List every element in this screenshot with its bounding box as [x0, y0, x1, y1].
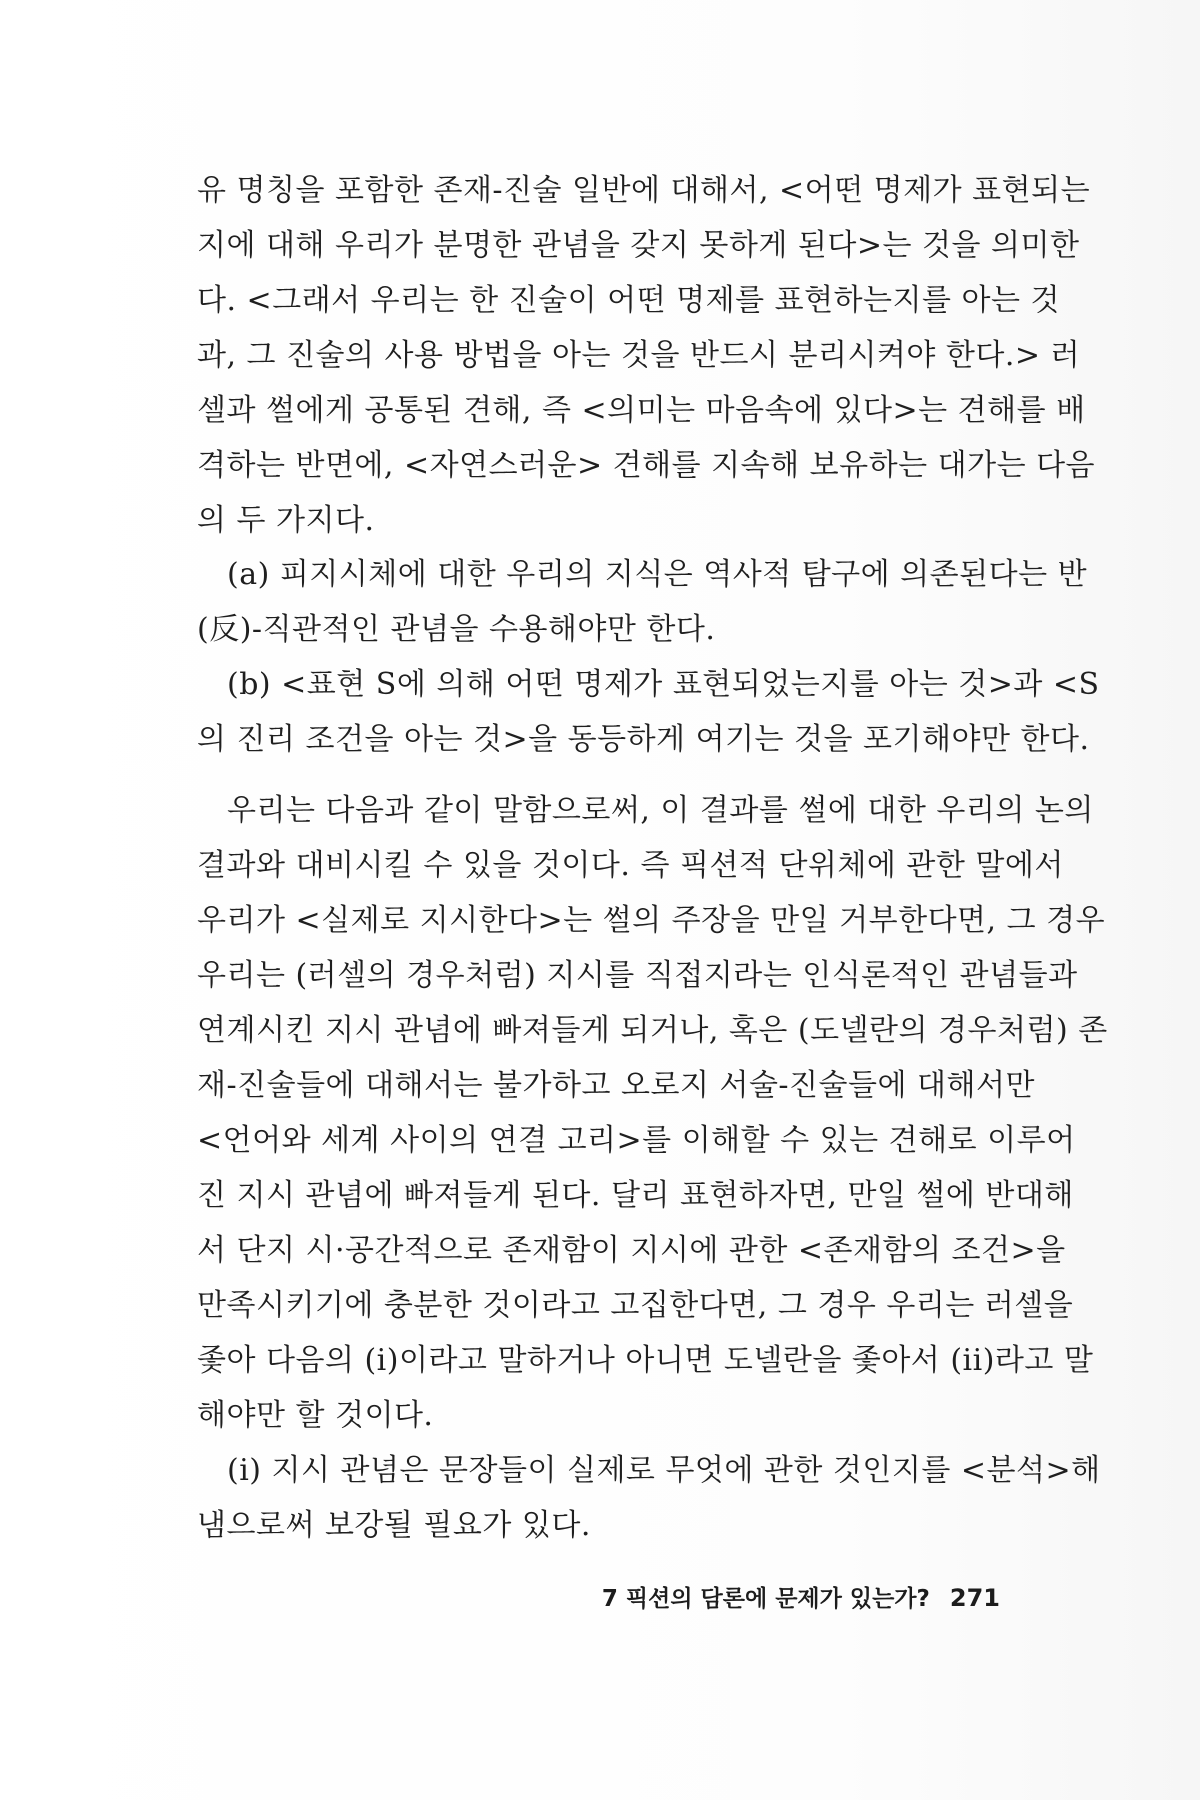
text-line: 연계시킨 지시 관념에 빠져들게 되거나, 혹은 (도넬란의 경우처럼) 존 — [197, 1013, 1108, 1048]
list-item-a: (a) 피지시체에 대한 우리의 지식은 역사적 탐구에 의존된다는 반 — [227, 557, 1088, 592]
paragraph-1 — [197, 163, 1096, 548]
list-ab — [197, 547, 1100, 767]
page-number: 271 — [949, 1584, 1000, 1612]
text-line: 좇아 다음의 (i)이라고 말하거나 아니면 도넬란을 좇아서 (ii)라고 말 — [197, 1343, 1094, 1378]
list-item-a-cont: (反)-직관적인 관념을 수용해야만 한다. — [197, 612, 716, 647]
text-line: 우리는 다음과 같이 말함으로써, 이 결과를 썰에 대한 우리의 논의 — [227, 793, 1094, 828]
text-line: 유 명칭을 포함한 존재-진술 일반에 대해서, <어떤 명제가 표현되는 — [197, 173, 1091, 208]
text-line: 셀과 썰에게 공통된 견해, 즉 <의미는 마음속에 있다>는 견해를 배 — [197, 393, 1086, 428]
text-line: 냄으로써 보강될 필요가 있다. — [197, 1508, 591, 1543]
text-line: 의 두 가지다. — [197, 503, 375, 538]
text-line: 서 단지 시·공간적으로 존재함이 지시에 관한 <존재함의 조건>을 — [197, 1233, 1066, 1268]
text-line: 해야만 할 것이다. — [197, 1398, 434, 1433]
chapter-title: 7 픽션의 담론에 문제가 있는가? — [601, 1586, 930, 1612]
paragraph-2 — [197, 783, 1108, 1443]
text-line: 지에 대해 우리가 분명한 관념을 갖지 못하게 된다>는 것을 의미한 — [197, 228, 1080, 263]
text-line: 우리가 <실제로 지시한다>는 썰의 주장을 만일 거부한다면, 그 경우 — [197, 903, 1106, 938]
list-item-b: (b) <표현 S에 의해 어떤 명제가 표현되었는지를 아는 것>과 <S — [227, 667, 1100, 702]
running-footer — [602, 1580, 1000, 1613]
text-line: 결과와 대비시킬 수 있을 것이다. 즉 픽션적 단위체에 관한 말에서 — [197, 848, 1064, 883]
text-line: 우리는 (러셀의 경우처럼) 지시를 직접지라는 인식론적인 관념들과 — [197, 958, 1078, 993]
text-line: 격하는 반면에, <자연스러운> 견해를 지속해 보유하는 대가는 다음 — [197, 448, 1096, 483]
list-item-i — [197, 1443, 1101, 1553]
text-line: (i) 지시 관념은 문장들이 실제로 무엇에 관한 것인지를 <분석>해 — [227, 1453, 1101, 1488]
text-line: 과, 그 진술의 사용 방법을 아는 것을 반드시 분리시켜야 한다.> 러 — [197, 338, 1081, 373]
text-line: 만족시키기에 충분한 것이라고 고집한다면, 그 경우 우리는 러셀을 — [197, 1288, 1074, 1323]
text-line: 다. <그래서 우리는 한 진술이 어떤 명제를 표현하는지를 아는 것 — [197, 283, 1060, 318]
list-item-b-cont: 의 진리 조건을 아는 것>을 동등하게 여기는 것을 포기해야만 한다. — [197, 722, 1090, 757]
text-line: 재-진술들에 대해서는 불가하고 오로지 서술-진술들에 대해서만 — [197, 1068, 1035, 1103]
text-line: 진 지시 관념에 빠져들게 된다. 달리 표현하자면, 만일 썰에 반대해 — [197, 1178, 1074, 1213]
text-line: <언어와 세계 사이의 연결 고리>를 이해할 수 있는 견해로 이루어 — [197, 1123, 1076, 1158]
